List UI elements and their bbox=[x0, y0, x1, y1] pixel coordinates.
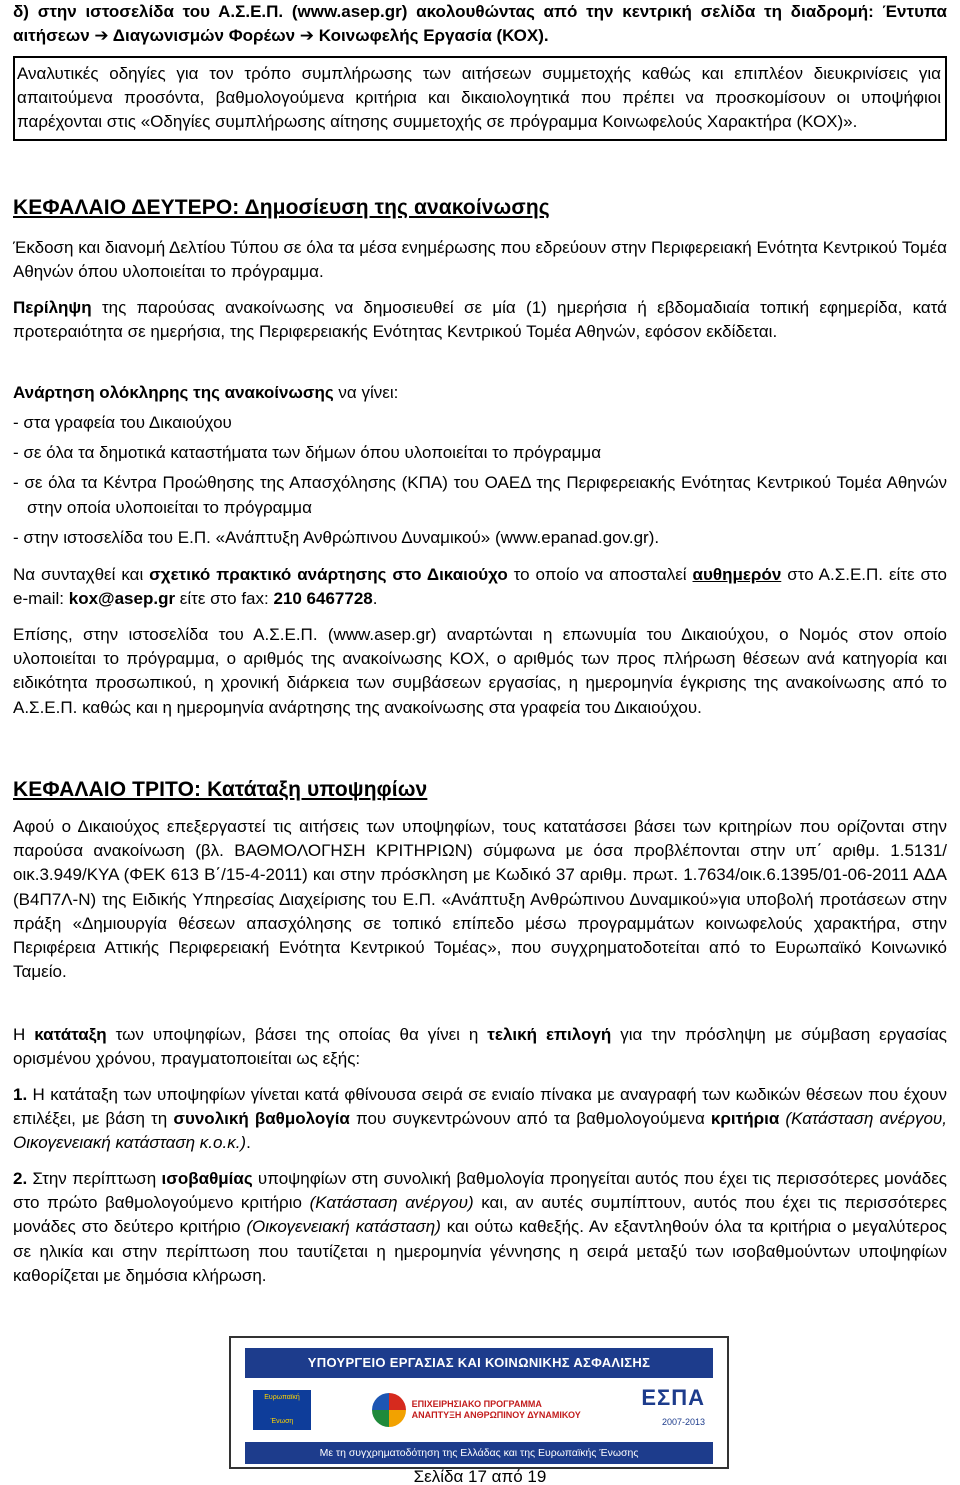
arrow-icon: ➔ bbox=[299, 26, 315, 46]
chapter-2-paragraph-1 bbox=[13, 236, 947, 284]
c3-p3-b: που συγκεντρώνουν από τα βαθμολογούμενα bbox=[349, 1109, 711, 1129]
chapter-3-paragraph-3 bbox=[13, 1083, 947, 1156]
criteria-label: κριτήρια bbox=[710, 1109, 780, 1129]
funding-logo-banner bbox=[229, 1336, 729, 1469]
item-number-1: 1. bbox=[13, 1085, 28, 1104]
final-selection-label: τελική επιλογή bbox=[487, 1025, 612, 1044]
chapter-3-paragraph-2 bbox=[13, 1023, 947, 1071]
chapter-2-p1-text: Έκδοση και διανομή Δελτίου Τύπου σε όλα τα μέσα ενημέρωσης που εδρεύουν στην Περιφερειακή Ενότητα Κεντρικού Τομέα Αθηνών όπου υλοποιείται το πρόγραμμα. bbox=[13, 238, 947, 282]
posting-label: Ανάρτηση ολόκληρης της ανακοίνωσης bbox=[13, 383, 334, 402]
epanad-mark-icon bbox=[372, 1393, 406, 1427]
epanad-line-1: ΕΠΙΧΕΙΡΗΣΙΑΚΟ ΠΡΟΓΡΑΜΜΑ bbox=[411, 1399, 542, 1409]
p4-text-e: . bbox=[372, 589, 378, 609]
intro-line: δ) στην ιστοσελίδα του Α.Σ.Ε.Π. (www.asep.gr) ακολουθώντας από την κεντρική σελίδα τη διαδρομή: bbox=[13, 2, 874, 21]
chapter-3-paragraph-1 bbox=[13, 815, 947, 984]
email-address: kox@asep.gr bbox=[68, 589, 176, 609]
tie-label: ισοβαθμίας bbox=[161, 1169, 253, 1188]
arrow-icon: ➔ bbox=[94, 26, 109, 46]
epanad-line-2: ΑΝΑΠΤΥΞΗ ΑΝΘΡΩΠΙΝΟΥ ΔΥΝΑΜΙΚΟΥ bbox=[411, 1410, 581, 1420]
instructions-text: Αναλυτικές οδηγίες για τον τρόπο συμπλήρωσης των αιτήσεων συμμετοχής καθώς και επιπλέον διευκρινίσεις για απαιτούμενα προσόντα, βαθμολογούμενα κριτήρια και δικαιολογητικά που πρέπει να προσκομίσουν οι υποψήφιοι παρέχονται στις «Οδηγίες συμπλήρωσης αίτησης συμμετοχής σε πρόγραμμα Κοινωφελούς Χαρακτήρα (ΚΟΧ)». bbox=[17, 64, 941, 132]
epanad-logo bbox=[372, 1393, 581, 1427]
chapter-2-paragraph-4 bbox=[13, 563, 947, 611]
eu-flag-icon bbox=[253, 1390, 311, 1430]
report-label: σχετικό πρακτικό ανάρτησης στο Δικαιούχο bbox=[149, 565, 508, 584]
path-step-3: Κοινωφελής Εργασία (ΚΟΧ). bbox=[318, 26, 549, 46]
c3-p4-a: Στην περίπτωση bbox=[27, 1169, 162, 1188]
chapter-3-paragraph-4 bbox=[13, 1167, 947, 1288]
ministry-banner: ΥΠΟΥΡΓΕΙΟ ΕΡΓΑΣΙΑΣ ΚΑΙ ΚΟΙΝΩΝΙΚΗΣ ΑΣΦΑΛΙΣΗΣ bbox=[245, 1348, 713, 1378]
logos-row bbox=[245, 1380, 713, 1440]
list-item: - σε όλα τα Κέντρα Προώθησης της Απασχόλησης (ΚΠΑ) του ΟΑΕΔ της Περιφερειακής Ενότητας Κεντρικού Τομέα Αθηνών στην οποία υλοποιείται το πρόγραμμα bbox=[13, 473, 947, 517]
chapter-2-paragraph-2 bbox=[13, 296, 947, 344]
posting-list bbox=[13, 411, 947, 550]
p4-text-a: Να συνταχθεί και bbox=[13, 565, 150, 584]
instructions-box bbox=[13, 56, 947, 141]
criterion-1: (Κατάσταση ανέργου) bbox=[309, 1193, 474, 1213]
list-item: - σε όλα τα δημοτικά καταστήματα των δήμων όπου υλοποιείται το πρόγραμμα bbox=[13, 443, 602, 463]
c3-p4-d: και ούτω καθεξής. Αν εξαντληθούν όλα τα κριτήρια ο μεγαλύτερος σε ηλικία και στην περίπτωση που ταυτίζεται η ημερομηνία γέννησης η σειρά μεταξύ των ισοβαθμούντων υποψηφίων καθορίζεται με δημόσια κλήρωση. bbox=[13, 1217, 947, 1285]
chapter-2-heading: ΚΕΦΑΛΑΙΟ ΔΕΥΤΕΡΟ: Δημοσίευση της ανακοίνωσης bbox=[13, 196, 550, 219]
c3-p4-c: και, αν αυτές συμπίπτουν, αυτός που έχει τις περισσότερες μονάδες στο δεύτερο κριτήριο bbox=[13, 1193, 947, 1237]
c3-p2-a: Η bbox=[13, 1025, 35, 1044]
p4-text-b: το οποίο να αποσταλεί bbox=[507, 565, 693, 584]
total-score-label: συνολική βαθμολογία bbox=[173, 1109, 350, 1129]
c3-p4-b: υποψηφίων στη συνολική βαθμολογία προηγείται αυτός που έχει τις περισσότερες μονάδες στο πρώτο βαθμολογούμενο κριτήριο bbox=[13, 1169, 947, 1213]
c3-p3-a: Η κατάταξη των υποψηφίων γίνεται κατά φθίνουσα σειρά σε ενιαίο πίνακα με αναγραφή των κωδικών θέσεων που έχουν επιλέξει, με βάση τη bbox=[13, 1085, 947, 1129]
cofunding-banner: Με τη συγχρηματοδότηση της Ελλάδας και της Ευρωπαϊκής Ένωσης bbox=[245, 1442, 713, 1464]
espa-logo bbox=[641, 1386, 705, 1434]
ranking-label: κατάταξη bbox=[34, 1025, 107, 1044]
path-step-2: Διαγωνισμών Φορέων bbox=[112, 26, 296, 46]
espa-word: ΕΣΠΑ bbox=[641, 1384, 705, 1410]
chapter-2-paragraph-5 bbox=[13, 623, 947, 720]
criteria-examples: (Κατάσταση ανέργου, Οικογενειακή κατάσταση κ.ο.κ.) bbox=[13, 1109, 947, 1153]
c3-p2-b: των υποψηφίων, βάσει της οποίας θα γίνει η bbox=[106, 1025, 488, 1044]
list-item: - στην ιστοσελίδα του Ε.Π. «Ανάπτυξη Ανθρώπινου Δυναμικού» (www.epanad.gov.gr). bbox=[13, 527, 660, 547]
p4-text-d: είτε στο fax: bbox=[175, 589, 274, 609]
posting-text: να γίνει: bbox=[333, 383, 399, 402]
path-step-1: Έντυπα αιτήσεων bbox=[13, 2, 947, 46]
chapter-2-paragraph-3 bbox=[13, 381, 947, 405]
espa-years: 2007-2013 bbox=[661, 1416, 705, 1427]
p4-text-c: στο Α.Σ.Ε.Π. είτε στο e-mail: bbox=[13, 565, 947, 609]
c3-p3-c: . bbox=[246, 1133, 251, 1153]
fax-number: 210 6467728 bbox=[273, 589, 373, 609]
chapter-3-heading: ΚΕΦΑΛΑΙΟ ΤΡΙΤΟ: Κατάταξη υποψηφίων bbox=[13, 778, 428, 801]
intro-paragraph bbox=[13, 0, 947, 48]
item-number-2: 2. bbox=[13, 1169, 28, 1188]
criterion-2: (Οικογενειακή κατάσταση) bbox=[246, 1217, 441, 1237]
c3-p2-c: για την πρόσληψη με σύμβαση εργασίας ορισμένου χρόνου, πραγματοποιείται ως εξής: bbox=[13, 1025, 947, 1069]
c3-p1-text: Αφού ο Δικαιούχος επεξεργαστεί τις αιτήσεις των υποψηφίων, τους κατατάσσει βάσει των κριτηρίων που ορίζονται στην παρούσα ανακοίνωση (βλ. ΒΑΘΜΟΛΟΓΗΣΗ ΚΡΙΤΗΡΙΩΝ) σύμφωνα με όσα προβλέπονται στην υπ΄ αριθμ. 1.5131/οικ.3.949/ΚΥΑ (ΦΕΚ 613 Β΄/15-4-2011) και στην πρόσκληση με Κωδικό 37 αριθμ. πρωτ. 1.7634/οικ.6.1395/01-06-2011 ΑΔΑ (Β4Π7Λ-Ν) της Ειδικής Υπηρεσίας Διαχείρισης του Ε.Π. «Ανάπτυξη Ανθρώπινου Δυναμικού»για υποβολή προτάσεων στην πράξη «Δημιουργία θέσεων απασχόλησης σε τοπικό επίπεδο μέσω προγραμμάτων κοινωφελούς χαρακτήρα, στην Περιφέρεια Αττικής Περιφερειακή Ενότητα Κεντρικού Τομέας», που συγχρηματοδοτείται από το Ευρωπαϊκό Κοινωνικό Ταμείο. bbox=[13, 817, 947, 982]
summary-text: της παρούσας ανακοίνωσης να δημοσιευθεί σε μία (1) ημερήσια ή εβδομαδιαία τοπική εφημερίδα, κατά προτεραιότητα σε ημερήσια, της Περιφερειακής Ενότητας Κεντρικού Τομέα Αθηνών, εφόσον εκδίδεται. bbox=[13, 298, 947, 342]
summary-label: Περίληψη bbox=[13, 298, 92, 317]
eu-label: Ευρωπαϊκή Ένωση bbox=[264, 1393, 300, 1425]
same-day-label: αυθημερόν bbox=[692, 565, 782, 584]
page-footer: Σελίδα 17 από 19 bbox=[413, 1467, 547, 1485]
list-item: - στα γραφεία του Δικαιούχου bbox=[13, 413, 232, 432]
p5-text: Επίσης, στην ιστοσελίδα του Α.Σ.Ε.Π. (www.asep.gr) αναρτώνται η επωνυμία του Δικαιούχου, ο Νομός στον οποίο υλοποιείται το πρόγραμμα, ο αριθμός της ανακοίνωσης ΚΟΧ, ο αριθμός των προς πλήρωση θέσεων ανά κατηγορία και ειδικότητα προσωπικού, η χρονική διάρκεια των συμβάσεων εργασίας, η ημερομηνία έγκρισης της ανακοίνωσης από το Α.Σ.Ε.Π. καθώς και η ημερομηνία ανάρτησης της ανακοίνωσης στα γραφεία του Δικαιούχου. bbox=[13, 625, 947, 717]
